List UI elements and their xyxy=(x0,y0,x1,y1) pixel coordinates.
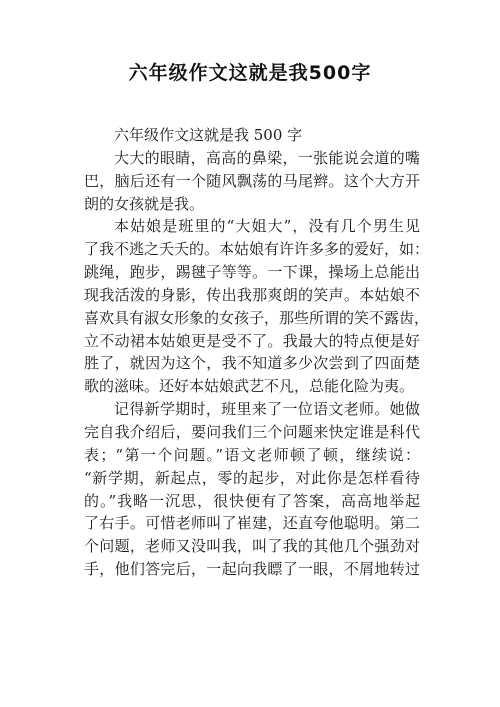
text-line: 六年级作文这就是我 500 字 xyxy=(114,126,303,144)
document-body xyxy=(84,124,430,581)
text-line: 朗的女孩就是我。 xyxy=(84,194,205,213)
text-line: 记得新学期时，班里来了一位语文老师。她做 xyxy=(114,400,420,419)
text-line: 手，他们答完后，一起向我瞟了一眼，不屑地转过 xyxy=(84,560,420,579)
text-line: 表；“第一个问题。”语文老师顿了顿，继续说： xyxy=(84,445,420,464)
text-line: “新学期，新起点，零的起步，对此你是怎样看待 xyxy=(84,468,420,487)
text-line: 个问题，老师又没叫我，叫了我的其他几个强劲对 xyxy=(84,537,420,556)
text-line: 的。”我略一沉思，很快便有了答案，高高地举起 xyxy=(84,491,420,510)
text-line: 完自我介绍后，要问我们三个问题来快定谁是科代 xyxy=(84,422,420,441)
text-line: 了右手。可惜老师叫了崔建，还直夸他聪明。第二 xyxy=(84,514,420,533)
text-line: 胜了，就因为这个，我不知道多少次尝到了四面楚 xyxy=(84,354,420,373)
text-line: 大大的眼睛，高高的鼻梁，一张能说会道的嘴 xyxy=(114,148,420,167)
text-line: 巴，脑后还有一个随风飘荡的马尾辫。这个大方开 xyxy=(84,171,420,190)
text-line: 歌的滋味。还好本姑娘武艺不凡，总能化险为夷。 xyxy=(84,377,415,396)
text-line: 喜欢具有淑女形象的女孩子，那些所谓的笑不露齿， xyxy=(84,308,430,327)
text-line: 了我不逃之夭夭的。本姑娘有许许多多的爱好，如： xyxy=(84,240,430,259)
text-line: 跳绳，跑步，踢毽子等等。一下课，操场上总能出 xyxy=(84,263,420,282)
text-line: 立不动裙本姑娘更是受不了。我最大的特点便是好 xyxy=(84,331,420,350)
document-title: 六年级作文这就是我500字 xyxy=(128,62,372,84)
text-line: 本姑娘是班里的“大姐大”，没有几个男生见 xyxy=(114,217,420,236)
text-line: 现我活泼的身影，传出我那爽朗的笑声。本姑娘不 xyxy=(84,285,420,304)
